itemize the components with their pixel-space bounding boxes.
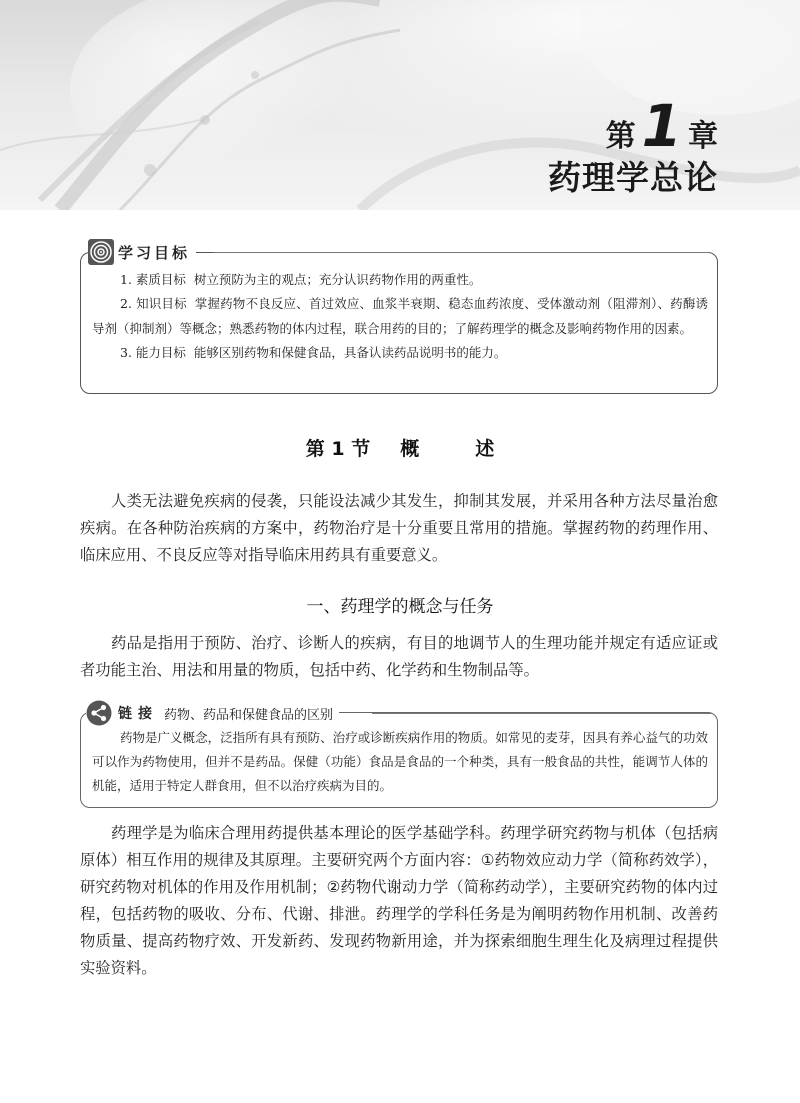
subsection-heading: 一、药理学的概念与任务 [306,597,494,617]
section-title-word: 概 [400,438,420,460]
link-title: 药物、药品和保健食品的区别 [164,707,334,723]
intro-paragraph: 人类无法避免疾病的侵袭，只能设法减少其发生，抑制其发展，并采用各种方法尽量治愈疾病。在各种防治疾病的方案中，药物治疗是十分重要且常用的措施。掌握药物的药理作用、临床应用、不良反应等对指导临床用药具有重要意义。 [80,492,718,564]
target-icon [88,239,114,265]
section-number: 第 1 节 [305,438,371,460]
learning-objectives-header [88,238,196,266]
chapter-suffix: 章 [688,119,718,154]
section-title-word: 述 [475,438,495,460]
chapter-number: 1 [641,92,682,160]
pharmacology-paragraph: 药理学是为临床合理用药提供基本理论的医学基础学科。药理学研究药物与机体（包括病原体）相互作用的规律及其原理。主要研究两个方面内容：①药物效应动力学（简称药效学），研究药物对机体的作用及作用机制；②药物代谢动力学（简称药动学），主要研究药物的体内过程，包括药物的吸收、分布、代谢、排泄。药理学的学科任务是为阐明药物作用机制、改善药物质量、提高药物疗效、开发新药、发现药物新用途，并为探索细胞生理生化及病理过程提供实验资料。 [80,824,718,977]
objective-text: 掌握药物不良反应、首过效应、血浆半衰期、稳态血药浓度、受体激动剂（阻滞剂）、药酶诱导剂（抑制剂）等概念；熟悉药物的体内过程，联合用药的目的；了解药理学的概念及影响药物作用的因素。 [92,296,708,336]
share-icon [86,700,112,726]
objective-item [92,341,708,365]
definition-paragraph: 药品是指用于预防、治疗、诊断人的疾病，有目的地调节人的生理功能并规定有适应证或者功能主治、用法和用量的物质，包括中药、化学药和生物制品等。 [80,634,718,679]
section-title [0,434,800,461]
chapter-title: 药理学总论 [548,158,718,197]
learning-objectives-list [92,268,708,365]
link-box-header [86,700,339,726]
link-body-text: 药物是广义概念，泛指所有具有预防、治疗或诊断疾病作用的物质。如常见的麦芽，因具有养心益气的功效可以作为药物使用，但并不是药品。保健（功能）食品是食品的一个种类，具有一般食品的共性，能调节人体的机能，适用于特定人群食用，但不以治疗疾病为目的。 [92,730,708,793]
chapter-number-line [605,92,718,160]
objectives-header-rule [214,252,710,253]
link-label: 链接 [118,706,158,722]
objective-label: 3. 能力目标 [120,344,186,360]
chapter-banner [0,0,800,210]
objective-label: 1. 素质目标 [120,272,186,287]
objective-item [92,292,708,341]
link-header-rule [372,713,712,714]
objective-text: 能够区别药物和保健食品，具备认读药品说明书的能力。 [193,344,507,360]
objective-item [92,268,708,292]
objective-text: 树立预防为主的观点；充分认识药物作用的两重性。 [193,272,482,287]
learning-objectives-heading: 学习目标 [118,243,191,262]
objective-label: 2. 知识目标 [120,296,187,312]
chapter-prefix: 第 [605,119,636,154]
